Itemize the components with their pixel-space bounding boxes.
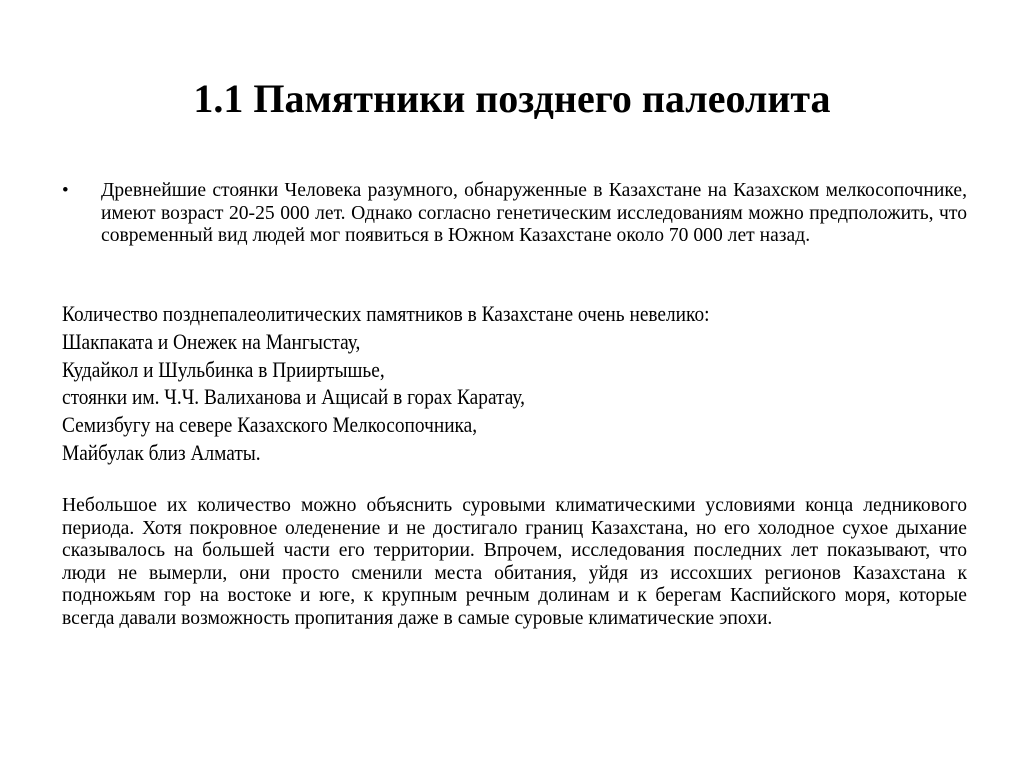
bullet-point bbox=[62, 180, 967, 248]
bullet-text: Древнейшие стоянки Человека разумного, обнаруженные в Казахстане на Казахском мелкосопочнике, имеют возраст 20-25 000 лет. Однако согласно генетическим исследованиям можно предположить, что современный вид людей мог появиться в Южном Казахстане около 70 000 лет назад. bbox=[101, 180, 967, 246]
monuments-list bbox=[62, 300, 872, 467]
slide-title: 1.1 Памятники позднего палеолита bbox=[193, 76, 831, 121]
list-item: Шакпаката и Онежек на Мангыстау, bbox=[62, 328, 361, 354]
list-item: стоянки им. Ч.Ч. Валиханова и Ащисай в горах Каратау, bbox=[62, 384, 525, 410]
list-item: Семизбугу на севере Казахского Мелкосопочника, bbox=[62, 412, 478, 438]
bullet-marker-icon: • bbox=[62, 180, 69, 201]
list-item: Майбулак близ Алматы. bbox=[62, 439, 261, 465]
closing-paragraph: Небольшое их количество можно объяснить суровыми климатическими условиями конца ледникового периода. Хотя покровное оледенение и не достигало границ Казахстана, но его холодное сухое дыхание сказывалось на большей части его территории. Впрочем, исследования последних лет показывают, что люди не вымерли, они просто сменили места обитания, уйдя из иссохших регионов Казахстана к подножьям гор на востоке и юге, к крупным речным долинам и к берегам Каспийского моря, которые всегда давали возможность пропитания даже в самые суровые климатические эпохи. bbox=[62, 495, 967, 629]
list-item: Кудайкол и Шульбинка в Прииртышье, bbox=[62, 356, 385, 382]
list-intro: Количество позднепалеолитических памятников в Казахстане очень невелико: bbox=[62, 301, 710, 326]
